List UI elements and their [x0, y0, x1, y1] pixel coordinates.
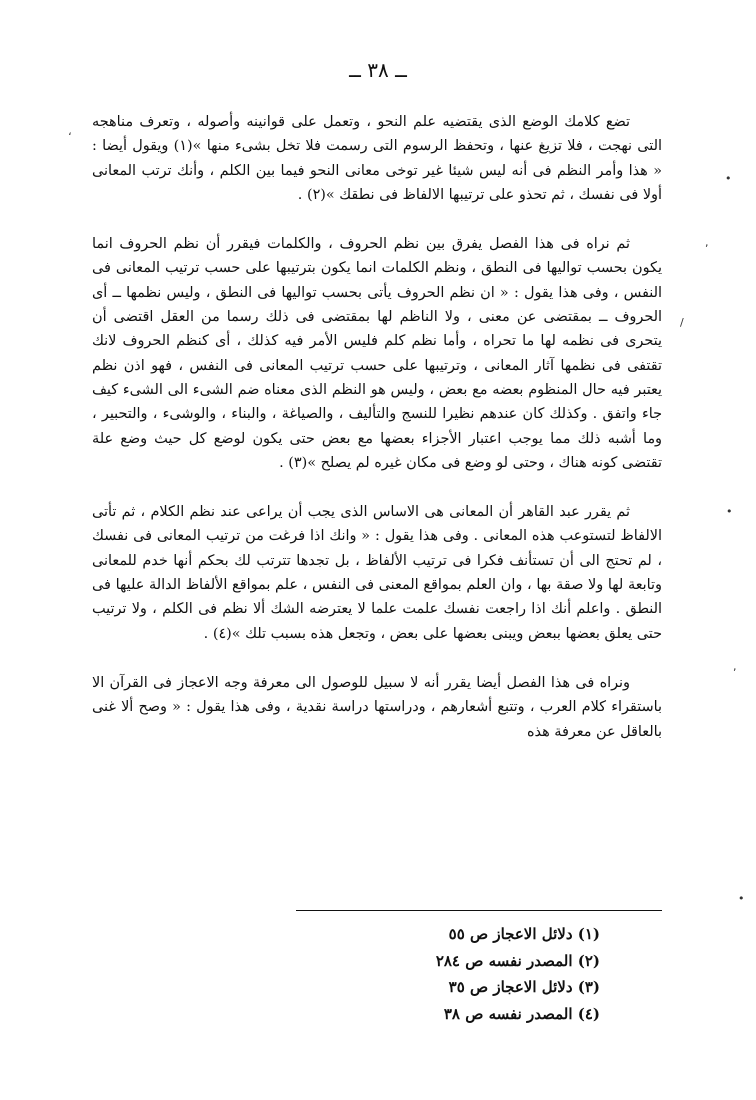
margin-dot: •	[725, 172, 732, 185]
margin-mark: /	[680, 316, 684, 329]
footnote-2: (٢) المصدر نفسه ص ٢٨٤	[435, 951, 600, 970]
margin-dot: •	[726, 505, 733, 518]
body-text	[92, 110, 662, 744]
paragraph-2: ثم نراه فى هذا الفصل يفرق بين نظم الحروف ، والكلمات فيقرر أن نظم الحروف انما يكون بحسب تواليها فى النطق ، ونظم الكلمات انما يكون بترتيبها على حسب ترتيب المعانى فى النفس ، وفى هذا يقول : « ان نظم الحروف يأتى بحسب تواليها فى النطق ، وليس نظمها ــ أى الحروف ــ بمقتضى عن معنى ، ولا الناظم لها بمقتضى فى ذلك رسما من العقل اقتضى أن يتحرى فى نظمه لها ما تحراه ، وأما نظم كلم فليس الأمر فيه كذلك ، أى كنظم الحروف لانك تقتفى فى نظمها آثار المعانى ، وترتيبها على حسب ترتيب المعانى فى النفس ، فهو اذن نظم يعتبر فيه حال المنظوم بعضه مع بعض ، وليس هو النظم الذى معناه ضم الشىء الى الشىء كيف جاء واتفق . وكذلك كان عندهم نظيرا للنسج والتأليف ، والصياغة ، والبناء ، والوشىء ، والتحبير ، وما أشبه ذلك مما يوجب اعتبار الأجزاء بعضها مع بعض حتى يكون لوضع كل حيث وضع علة تقتضى كونه هناك ، وحتى لو وضع فى مكان غيره لم يصلح »(٣) .	[92, 236, 662, 471]
footnote-3: (٣) دلائل الاعجاز ص ٣٥	[448, 978, 600, 996]
margin-mark: ،	[68, 125, 72, 138]
footnote-4: (٤) المصدر نفسه ص ٣٨	[443, 1004, 600, 1023]
paragraph-1: تضع كلامك الوضع الذى يقتضيه علم النحو ، وتعمل على قوانينه وأصوله ، وتعرف مناهجه التى نهجت ، فلا تزيغ عنها ، وتحفظ الرسوم التى رسمت فلا تخل بشىء منها »(١) ويقول أيضا : « هذا وأمر النظم فى أنه ليس شيئا غير توخى معانى النحو فيما بين الكلم ، وأنك ترتب المعانى أولا فى نفسك ، ثم تحذو على ترتيبها الالفاظ فى نطقك »(٢) .	[92, 114, 662, 203]
footnote-1: (١) دلائل الاعجاز ص ٥٥	[448, 925, 600, 943]
paragraph-3: ثم يقرر عبد القاهر أن المعانى هى الاساس الذى يجب أن يراعى عند نظم الكلام ، ثم تأتى الالفاظ لتستوعب هذه المعانى . وفى هذا يقول : « وانك اذا فرغت من ترتيب المعانى فى نفسك ، لم تحتج الى أن تستأنف فكرا فى ترتيب الألفاظ ، بل تجدها تترتب لك بحكم أنها خدم للمعانى وتابعة لها ولا صقة بها ، وان العلم بمواقع المعنى فى النفس ، علم بمواقع الألفاظ الدالة عليها فى النطق . واعلم أنك اذا راجعت نفسك علمت علما لا يعترضه الشك ألا نظم فى الكلم ، ولا ترتيب حتى يعلق بعضها ببعض ويبنى بعضها على بعض ، وتجعل هذه بسبب تلك »(٤) .	[92, 504, 662, 642]
paragraph-4: ونراه فى هذا الفصل أيضا يقرر أنه لا سبيل للوصول الى معرفة وجه الاعجاز فى القرآن الا باستقراء كلام العرب ، وتتبع أشعارهم ، ودراستها دراسة نقدية ، وفى هذا يقول : « وصح ألا غنى بالعاقل عن معرفة هذه	[92, 674, 662, 740]
page-number: ــ ٣٨ ــ	[349, 58, 407, 82]
footnote-divider	[296, 910, 662, 911]
margin-dot: •	[738, 892, 745, 905]
margin-tick: ,	[705, 236, 709, 249]
margin-tick: ,	[733, 660, 737, 673]
footnotes	[300, 921, 600, 1027]
